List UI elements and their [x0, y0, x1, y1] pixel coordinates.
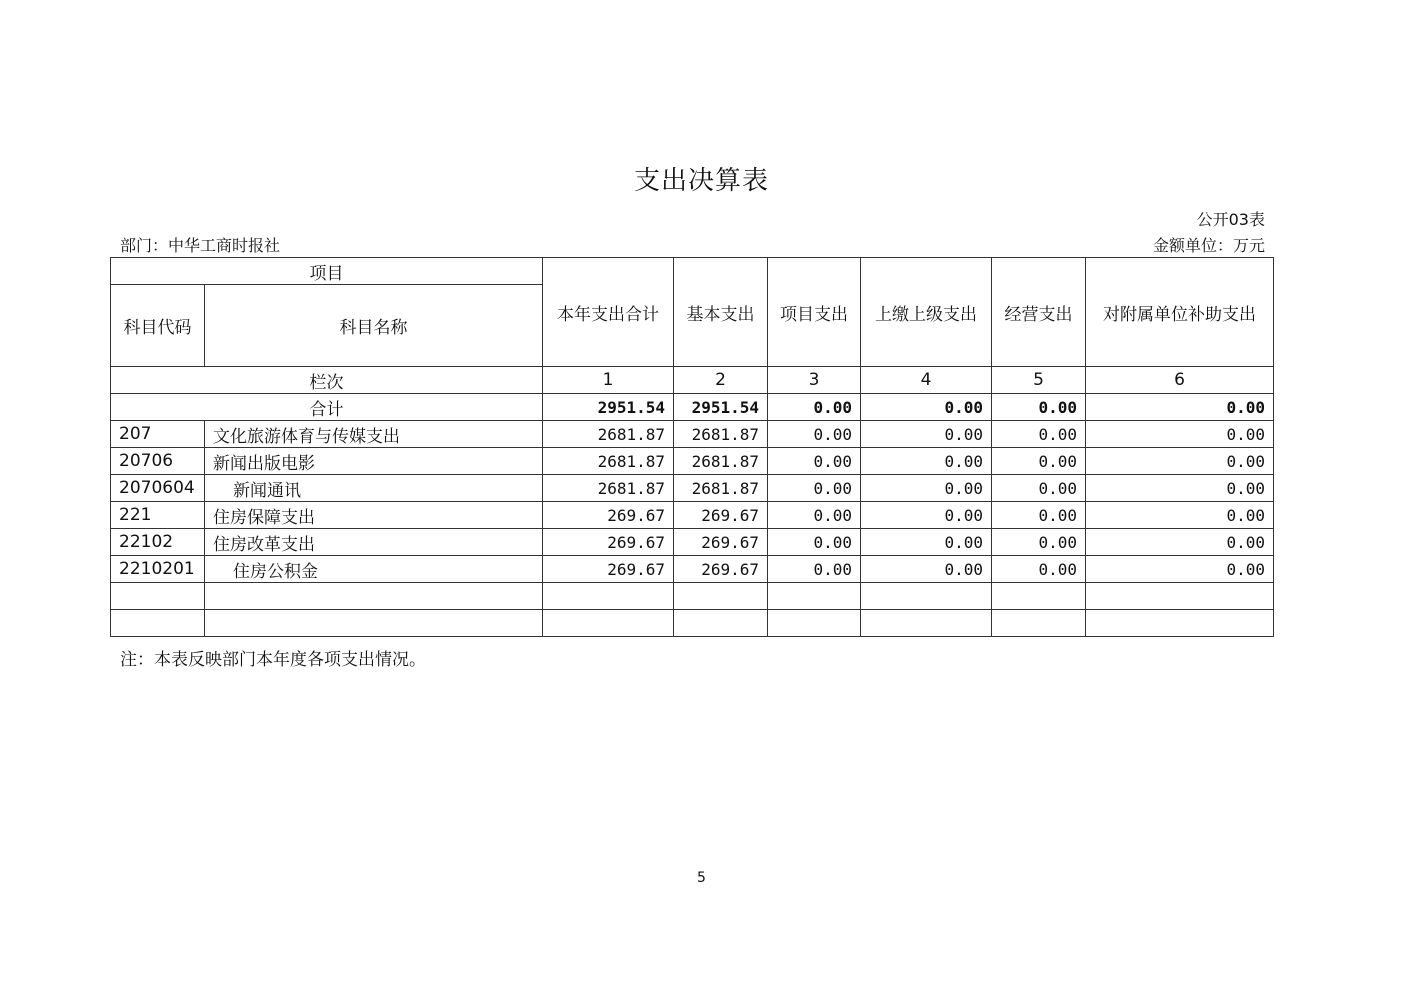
amount-cell: 0.00: [992, 421, 1086, 448]
amount-cell: 269.67: [543, 502, 674, 529]
amount-cell: 269.67: [543, 529, 674, 556]
amount-cell: 0.00: [992, 556, 1086, 583]
amount-cell: 0.00: [1086, 448, 1274, 475]
amount-cell: 0.00: [768, 475, 861, 502]
table-note: 注：本表反映部门本年度各项支出情况。: [120, 650, 426, 670]
table-row: [111, 556, 1274, 583]
amount-cell: 0.00: [861, 421, 992, 448]
column-number: 2: [674, 367, 768, 394]
total-cell: 0.00: [1086, 394, 1274, 421]
amount-cell: 0.00: [861, 448, 992, 475]
table-row: [111, 475, 1274, 502]
amount-cell: 0.00: [1086, 475, 1274, 502]
header-col6: 对附属单位补助支出: [1086, 258, 1274, 367]
subject-code: 20706: [111, 448, 205, 475]
amount-cell: 0.00: [1086, 502, 1274, 529]
subject-name: 住房公积金: [205, 556, 543, 583]
unit-label: 金额单位：万元: [1152, 236, 1265, 255]
table-row: [111, 529, 1274, 556]
subject-name: 文化旅游体育与传媒支出: [205, 421, 543, 448]
table-row: [111, 421, 1274, 448]
table-row: [111, 448, 1274, 475]
amount-cell: 0.00: [768, 556, 861, 583]
amount-cell: 0.00: [1086, 556, 1274, 583]
total-cell: 0.00: [861, 394, 992, 421]
amount-cell: 0.00: [992, 475, 1086, 502]
amount-cell: 0.00: [768, 502, 861, 529]
header-col2: 基本支出: [674, 258, 768, 367]
amount-cell: 0.00: [992, 502, 1086, 529]
header-col5: 经营支出: [992, 258, 1086, 367]
amount-cell: 0.00: [768, 448, 861, 475]
header-item: 项目: [111, 258, 543, 285]
amount-cell: 2681.87: [543, 475, 674, 502]
page-title: 支出决算表: [633, 166, 769, 196]
subject-code: 22102: [111, 529, 205, 556]
total-label: 合计: [111, 394, 543, 421]
amount-cell: 0.00: [861, 502, 992, 529]
amount-cell: 0.00: [861, 529, 992, 556]
total-cell: 2951.54: [543, 394, 674, 421]
subject-code: 2210201: [111, 556, 205, 583]
subject-code: 221: [111, 502, 205, 529]
amount-cell: 0.00: [768, 529, 861, 556]
total-cell: 2951.54: [674, 394, 768, 421]
table-row: [111, 502, 1274, 529]
amount-cell: 0.00: [992, 529, 1086, 556]
column-number: 4: [861, 367, 992, 394]
header-name: 科目名称: [205, 285, 543, 367]
amount-cell: 269.67: [674, 502, 768, 529]
amount-cell: 269.67: [674, 556, 768, 583]
form-code: 公开03表: [1196, 210, 1265, 229]
amount-cell: 0.00: [992, 448, 1086, 475]
header-code: 科目代码: [111, 285, 205, 367]
amount-cell: 2681.87: [674, 448, 768, 475]
subject-name: 住房保障支出: [205, 502, 543, 529]
amount-cell: 269.67: [543, 556, 674, 583]
column-number: 5: [992, 367, 1086, 394]
subject-name: 住房改革支出: [205, 529, 543, 556]
amount-cell: 2681.87: [674, 475, 768, 502]
amount-cell: 0.00: [1086, 529, 1274, 556]
amount-cell: 2681.87: [543, 421, 674, 448]
header-col3: 项目支出: [768, 258, 861, 367]
amount-cell: 0.00: [861, 475, 992, 502]
column-number: 1: [543, 367, 674, 394]
subject-code: 207: [111, 421, 205, 448]
amount-cell: 269.67: [674, 529, 768, 556]
subject-code: 2070604: [111, 475, 205, 502]
amount-cell: 2681.87: [674, 421, 768, 448]
subject-name: 新闻通讯: [205, 475, 543, 502]
total-cell: 0.00: [992, 394, 1086, 421]
amount-cell: 0.00: [768, 421, 861, 448]
total-row: [111, 394, 1274, 421]
column-number-label: 栏次: [111, 367, 543, 394]
amount-cell: 0.00: [1086, 421, 1274, 448]
column-number: 6: [1086, 367, 1274, 394]
amount-cell: 2681.87: [543, 448, 674, 475]
empty-row: [111, 610, 1274, 637]
empty-row: [111, 583, 1274, 610]
total-cell: 0.00: [768, 394, 861, 421]
column-number: 3: [768, 367, 861, 394]
page-number: 5: [697, 870, 706, 886]
subject-name: 新闻出版电影: [205, 448, 543, 475]
expenditure-table: [110, 257, 1274, 637]
amount-cell: 0.00: [861, 556, 992, 583]
header-col1: 本年支出合计: [543, 258, 674, 367]
header-col4: 上缴上级支出: [861, 258, 992, 367]
department-label: 部门：中华工商时报社: [120, 236, 281, 255]
